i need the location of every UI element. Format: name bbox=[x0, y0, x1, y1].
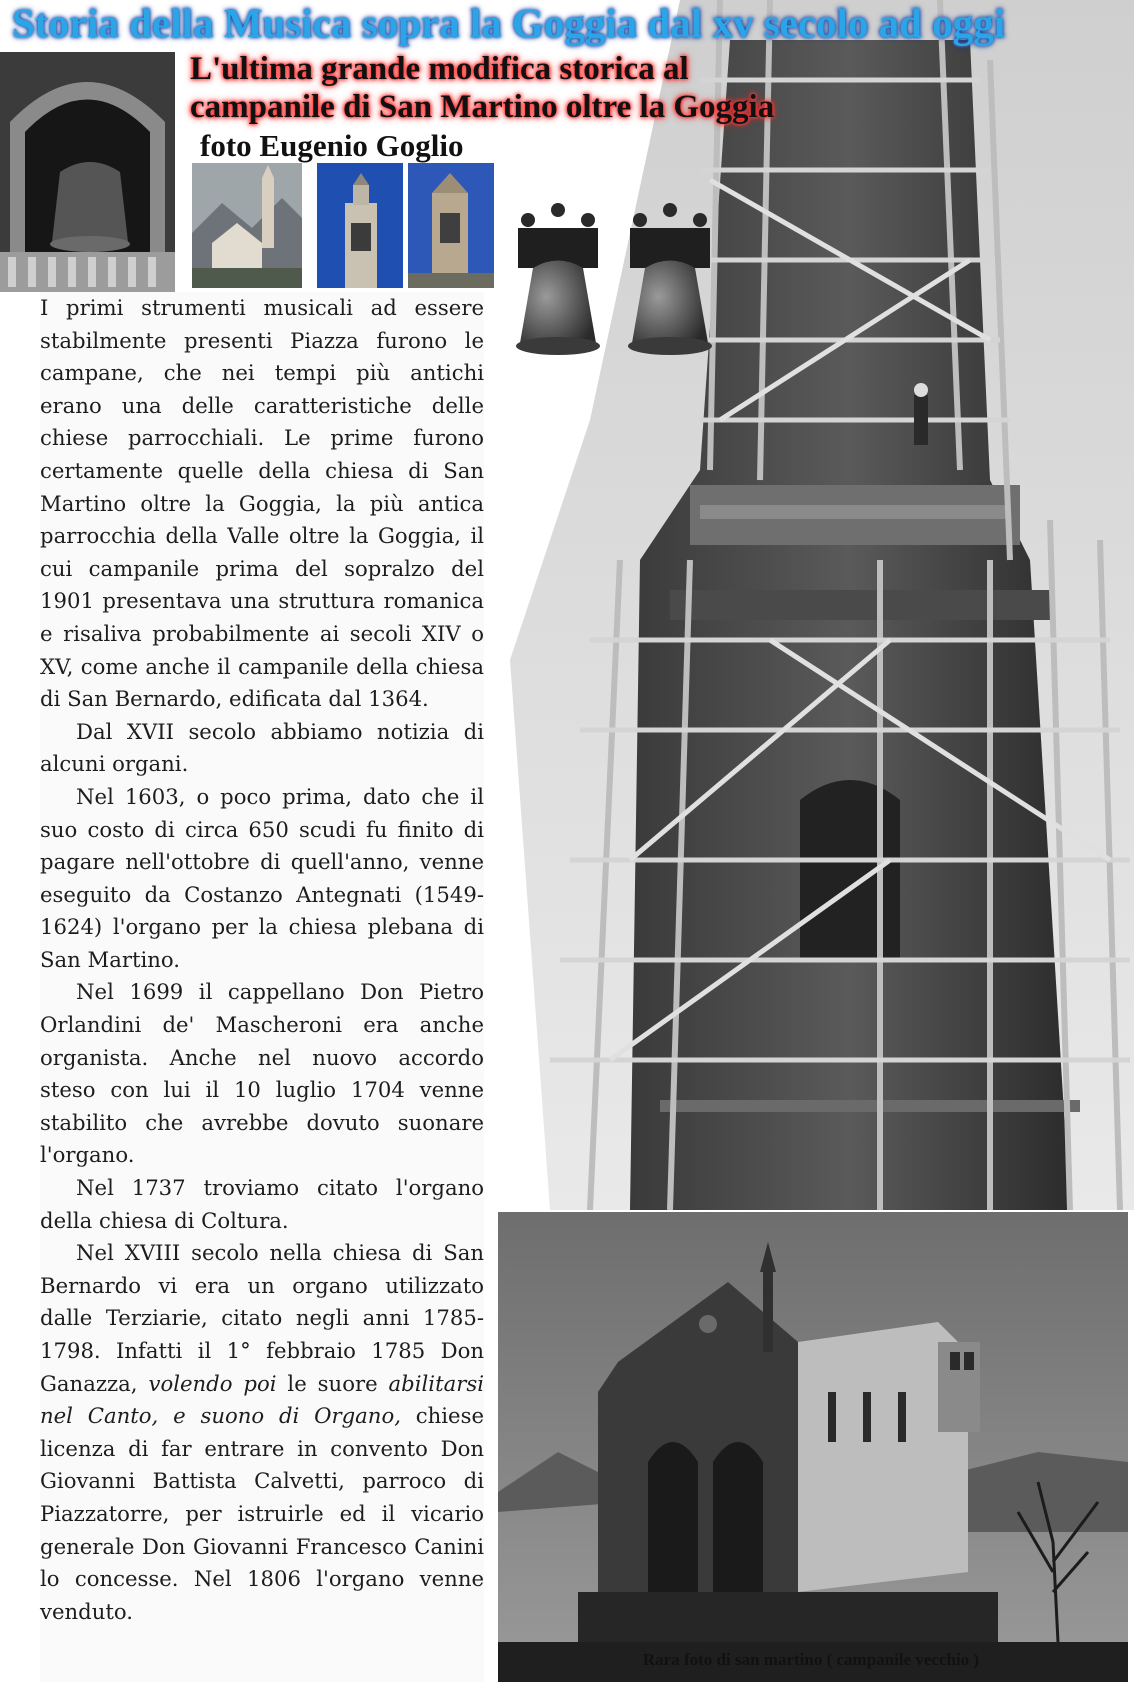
old-church-photo bbox=[498, 1212, 1128, 1682]
bell-icons bbox=[508, 198, 718, 373]
paragraph: Nel 1603, o poco prima, dato che il suo costo di circa 650 scudi fu finito di pagare nell'ottobre di quell'anno, venne eseguito da Costanzo Antegnati (1549-1624) l'organo per la chiesa plebana di San Martino. bbox=[40, 783, 484, 972]
article-body bbox=[40, 292, 484, 1682]
paragraph: I primi strumenti musicali ad essere stabilmente presenti Piazza furono le campane, che nei tempi più antichi erano una delle caratteristiche delle chiese parrocchiali. Le prime furono certamente quelle della chiesa di San Martino oltre la Goggia, la più antica parrocchia della Valle oltre la Goggia, il cui campanile prima del sopralzo del 1901 presentava una struttura romanica e risaliva probabilmente ai secoli XIV o XV, come anche il campanile della chiesa di San Bernardo, edificata dal 1364. bbox=[40, 295, 484, 712]
italic-text: volendo poi bbox=[148, 1370, 277, 1396]
subtitle: L'ultima grande modifica storica al campanile di San Martino oltre la Goggia bbox=[190, 51, 775, 125]
paragraph-text: Nel XVIII secolo nella chiesa di San Bernardo vi era un organo utilizzato dalle Terziarie, citato negli anni 1785-1798. Infatti il 1° febbraio 1785 Don Ganazza, bbox=[40, 1240, 484, 1396]
church-photo bbox=[192, 163, 302, 288]
paragraph: Dal XVII secolo abbiamo notizia di alcuni organi. bbox=[40, 718, 484, 777]
page-title: Storia della Musica sopra la Goggia dal xv secolo ad oggi bbox=[12, 0, 1006, 46]
paragraph-text: chiese licenza di far entrare in convento Don Giovanni Battista Calvetti, parroco di Piazzatorre, per istruirle ed il vicario generale Don Giovanni Francesco Canini lo concesse. Nel 1806 l'organo venne venduto. bbox=[40, 1403, 484, 1624]
photo-credit: foto Eugenio Goglio bbox=[200, 128, 464, 163]
tower-photo bbox=[317, 163, 403, 288]
paragraph bbox=[40, 1237, 484, 1628]
photo-caption: Rara foto di san martino ( campanile vecchio ) bbox=[642, 1650, 980, 1669]
paragraph-text: le suore bbox=[276, 1370, 389, 1396]
scaffold-tower-photo bbox=[470, 0, 1134, 1210]
paragraph: Nel 1699 il cappellano Don Pietro Orlandini de' Mascheroni era anche organista. Anche nel nuovo accordo steso con lui il 10 luglio 1704 venne stabilito che avrebbe dovuto suonare l'organo. bbox=[40, 979, 484, 1168]
bell-photo bbox=[0, 52, 175, 292]
italic-text: abilitarsi nel Canto, e suono di Organo, bbox=[40, 1370, 484, 1429]
tower-photo bbox=[408, 163, 494, 288]
paragraph: Nel 1737 troviamo citato l'organo della chiesa di Coltura. bbox=[40, 1175, 484, 1233]
